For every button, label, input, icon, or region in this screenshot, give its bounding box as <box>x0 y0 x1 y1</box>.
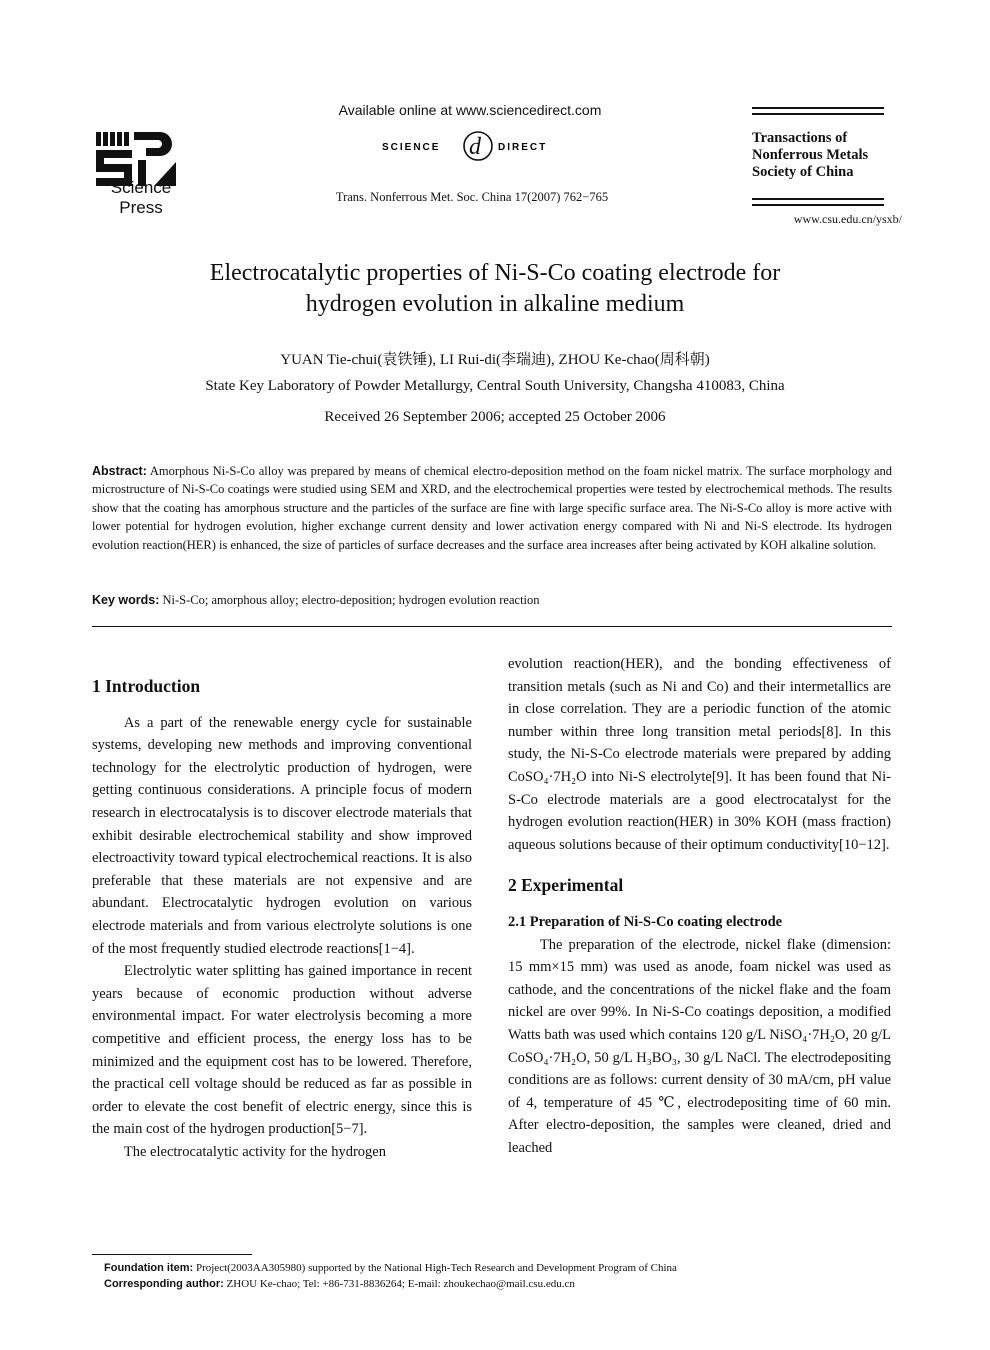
abstract-divider <box>92 626 892 627</box>
available-online-notice: Available online at www.sciencedirect.com <box>338 102 602 118</box>
intro-p3-cont-text: evolution reaction(HER), and the bonding effectiveness of transition metals (such as Ni and Co) and their intermetallics are in close correlation. They are a periodic function of the atomic number within three long transition metal periods[8]. In this study, the Ni-S-Co electrode materials were prepared by adding <box>508 656 891 763</box>
keywords <box>92 593 892 608</box>
sciencedirect-right-text: DIRECT <box>498 142 548 153</box>
intro-paragraph-1: As a part of the renewable energy cycle for sustainable systems, developing new methods and improving conventional technology for the electrolytic production of hydrogen, were getting continuous considerations. A principle focus of modern research in electrocatalysis is to discover electrode materials that exhibit desirable electrochemical stability and show improved electroactivity toward typical electrochemical reactions. It is also preferable that these materials are not expensive and are abundant. Electrocatalytic hydrogen evolution on various electrode materials and from various electrolyte solutions is one of the most frequently studied electrode reactions[1−4]. <box>92 714 472 957</box>
abstract-label: Abstract: <box>92 464 147 478</box>
corresponding-footnote <box>104 1276 904 1292</box>
corresponding-label: Corresponding author: <box>104 1278 224 1290</box>
intro-paragraph-3-continued <box>508 653 891 856</box>
sciencedirect-left-text: SCIENCE <box>382 142 441 153</box>
left-column <box>92 675 472 1163</box>
intro-paragraph-2: Electrolytic water splitting has gained importance in recent years because of economic production without adverse environmental impact. For water electrolysis becoming a more competitive and efficient process, the energy loss has to be minimized and the equipment cost has to be lowered. Therefore, the practical cell voltage should be reduced as far as possible in order to elevate the cost benefit of electric energy, since this is the main cost of the hydrogen production[5−7]. <box>92 963 472 1138</box>
right-column <box>508 653 891 1159</box>
introduction-heading: 1 Introduction <box>92 676 201 696</box>
journal-name <box>752 130 932 181</box>
exp-p1-text-b: 30 g/L NaCl. The electrodepositing conditions are as follows: current density of 30 mA/cm, pH value of 4, temperature of 45 ℃, electrodepositing time of 60 min. After electro-deposition, the samples were cleaned, dried and leached <box>508 1049 891 1156</box>
received-accepted-dates: Received 26 September 2006; accepted 25 October 2006 <box>324 409 666 425</box>
header-rule-bottom-1 <box>752 198 884 200</box>
experimental-subheading: 2.1 Preparation of Ni-S-Co coating electrode <box>508 913 783 930</box>
abstract <box>92 462 892 554</box>
exp-p1-text-a: The preparation of the electrode, nickel flake (dimension: 15 mm×15 mm) was used as anode, foam nickel was used as cathode, and the concentrations of the nickel flake and the foam nickel are over 99%. In Ni-S-Co coatings deposition, a modified Watts bath was used which contains 120 g/L <box>508 936 891 1043</box>
journal-name-line3: Society of China <box>752 164 854 180</box>
keywords-label: Key words: <box>92 593 160 607</box>
publisher-name-line1: Science <box>110 178 172 197</box>
header-rule-bottom-2 <box>752 204 884 206</box>
header-rule-top-2 <box>752 113 884 115</box>
experimental-paragraph-1 <box>508 934 891 1160</box>
foundation-text: Project(2003AA305980) supported by the National High-Tech Research and Development Program of China <box>195 1262 677 1274</box>
journal-name-line1: Transactions of <box>752 130 848 146</box>
journal-citation: Trans. Nonferrous Met. Soc. China 17(2007) 762−765 <box>335 190 609 204</box>
keywords-text: Ni-S-Co; amorphous alloy; electro-deposition; hydrogen evolution reaction <box>162 593 540 607</box>
journal-url[interactable]: www.csu.edu.cn/ysxb/ <box>793 212 902 226</box>
paper-title-line2: hydrogen evolution in alkaline medium <box>305 291 685 317</box>
paper-title-line1: Electrocatalytic properties of Ni-S-Co coating electrode for <box>209 260 781 286</box>
footnotes <box>104 1260 904 1292</box>
paper-title <box>100 258 890 320</box>
header-rule-top-1 <box>752 107 884 109</box>
experimental-heading: 2 Experimental <box>508 875 624 896</box>
footnote-divider <box>92 1254 252 1255</box>
affiliation: State Key Laboratory of Powder Metallurgy, Central South University, Changsha 410083, China <box>205 378 785 394</box>
intro-p3-end-text: into Ni-S electrolyte[9]. It has been found that Ni-S-Co electrode materials are a good electrocatalyst for the hydrogen evolution reaction(HER) in 30% KOH (mass fraction) aqueous solutions because of their optimum conductivity[10−12]. <box>508 768 891 853</box>
journal-name-line2: Nonferrous Metals <box>752 147 869 163</box>
abstract-text: Amorphous Ni-S-Co alloy was prepared by means of chemical electro-deposition method on the foam nickel matrix. The surface morphology and microstructure of Ni-S-Co coatings were studied using SEM and XRD, and the electrochemical properties were tested by electrochemical methods. The results show that the coating has amorphous structure and the particles of the surface are fine with large specific surface area. The Ni-S-Co alloy is more active with lower potential for hydrogen evolution, higher exchange current density and lower activation energy compared with Ni and Ni-S electrode. Its hydrogen evolution reaction(HER) is enhanced, the size of particles of surface decreases and the surface area increases after being activated by KOH alkaline solution. <box>92 464 892 552</box>
publisher-name <box>90 178 192 218</box>
publisher-name-line2: Press <box>119 198 163 217</box>
intro-paragraph-3: The electrocatalytic activity for the hydrogen <box>123 1143 386 1160</box>
foundation-label: Foundation item: <box>104 1262 194 1274</box>
svg-text:d: d <box>469 134 481 160</box>
sciencedirect-logo <box>380 124 570 168</box>
corresponding-text: ZHOU Ke-chao; Tel: +86-731-8836264; E-mail: zhoukechao@mail.csu.edu.cn <box>226 1278 575 1290</box>
exp-p1-formulas: NiSO₄·7H₂O, 20 g/L CoSO₄·7H₂O, 50 g/L H₃BO₃, <box>508 1026 892 1066</box>
author-list: YUAN Tie-chui(袁铁锤), LI Rui-di(李瑞迪), ZHOU Ke-chao(周科朝) <box>280 352 710 368</box>
intro-p3-formula: CoSO₄·7H₂O <box>508 768 587 785</box>
foundation-footnote <box>104 1260 904 1276</box>
